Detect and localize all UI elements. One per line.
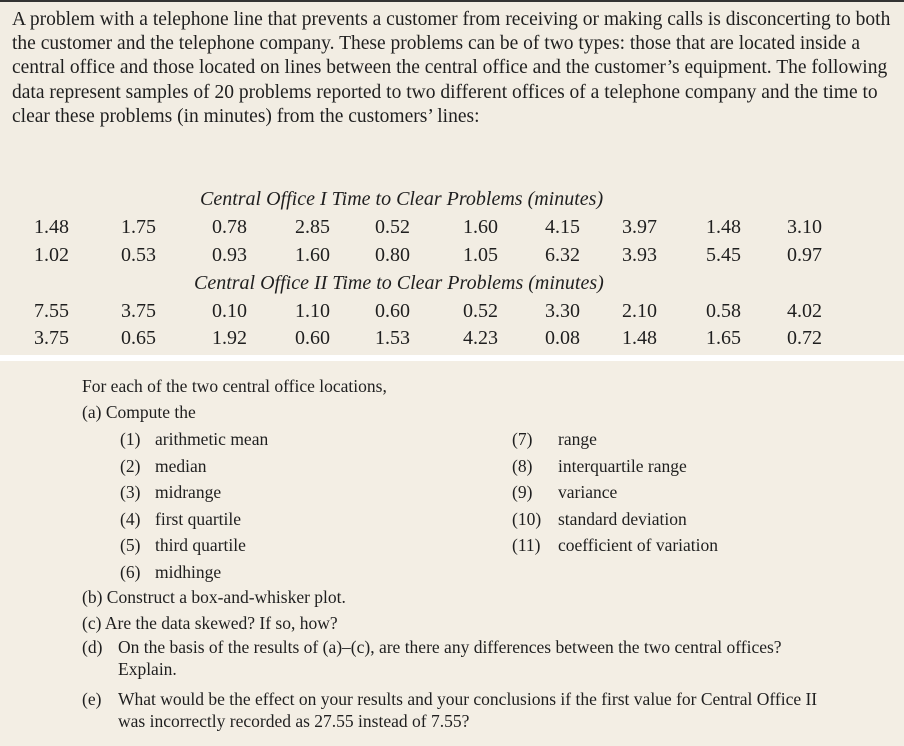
- list-item-number: (8): [512, 455, 533, 476]
- problem-statement-photo: [0, 0, 904, 355]
- table-cell: 3.75: [34, 327, 69, 349]
- list-item-text: range: [558, 429, 597, 449]
- question-e: [82, 689, 842, 732]
- question-a-text: Compute the: [105, 402, 196, 422]
- list-item-text: variance: [558, 482, 618, 502]
- list-item-text: midrange: [155, 482, 222, 502]
- table-cell: 7.55: [34, 300, 69, 322]
- table-cell: 1.02: [34, 244, 69, 266]
- table-cell: 0.65: [121, 327, 156, 349]
- question-a-label: (a): [82, 402, 102, 422]
- table-cell: 3.93: [622, 244, 657, 266]
- question-c-text: Are the data skewed? If so, how?: [104, 613, 338, 633]
- table-cell: 4.02: [787, 300, 822, 322]
- table-cell: 1.05: [463, 244, 498, 266]
- table-cell: 1.10: [295, 300, 330, 322]
- office2-row-2: [0, 327, 904, 353]
- office2-caption: Central Office II Time to Clear Problems (minutes): [194, 272, 604, 294]
- list-item-number: (11): [512, 535, 541, 555]
- question-b-text: Construct a box-and-whisker plot.: [106, 587, 346, 607]
- list-item-number: (7): [512, 429, 533, 449]
- table-cell: 1.48: [622, 327, 657, 349]
- list-item-number: (5): [120, 535, 141, 555]
- table-cell: 1.53: [375, 327, 410, 349]
- question-c-label: (c): [82, 613, 102, 633]
- table-cell: 0.60: [375, 300, 410, 322]
- table-cell: 0.52: [463, 300, 498, 322]
- questions-photo: [0, 361, 904, 746]
- table-cell: 0.52: [375, 216, 410, 238]
- table-cell: 0.72: [787, 327, 822, 349]
- table-cell: 0.78: [212, 216, 247, 238]
- list-item-text: median: [155, 455, 207, 476]
- table-cell: 0.58: [706, 300, 741, 322]
- list-item-text: first quartile: [155, 508, 242, 529]
- list-item-text: coefficient of variation: [558, 535, 719, 555]
- question-b: [82, 587, 346, 608]
- table-cell: 1.48: [706, 216, 741, 238]
- table-cell: 1.92: [212, 327, 247, 349]
- question-a: [82, 402, 196, 423]
- list-item-text: standard deviation: [558, 508, 687, 529]
- table-cell: 1.60: [463, 216, 498, 238]
- question-d-text: On the basis of the results of (a)–(c), are there any differences between the two central offices? Explain.: [118, 637, 782, 679]
- table-cell: 1.48: [34, 216, 69, 238]
- question-d-label: (d): [82, 637, 103, 657]
- table-cell: 3.75: [121, 300, 156, 322]
- list-item-text: third quartile: [155, 535, 246, 555]
- table-cell: 0.08: [545, 327, 580, 349]
- office1-row-1: [0, 216, 904, 242]
- table-cell: 0.10: [212, 300, 247, 322]
- table-cell: 1.60: [295, 244, 330, 266]
- office1-caption: Central Office I Time to Clear Problems (minutes): [200, 188, 604, 210]
- list-item-number: (2): [120, 455, 141, 476]
- list-item-number: (6): [120, 561, 141, 582]
- list-item-number: (3): [120, 482, 141, 502]
- table-cell: 1.65: [706, 327, 741, 349]
- list-item-number: (9): [512, 482, 533, 502]
- question-c: [82, 613, 338, 634]
- list-item-number: (10): [512, 508, 542, 529]
- table-cell: 5.45: [706, 244, 741, 266]
- table-cell: 1.75: [121, 216, 156, 238]
- table-cell: 0.93: [212, 244, 247, 266]
- question-b-label: (b): [82, 587, 103, 607]
- list-item-text: interquartile range: [558, 455, 687, 476]
- table-cell: 3.30: [545, 300, 580, 322]
- intro-paragraph: A problem with a telephone line that prevents a customer from receiving or making calls is disconcerting to both the customer and the telephone company. These problems can be of two types: those that are located inside a central office and those located on lines between the central office and the customer’s equipment. The following data represent samples of 20 problems reported to two different offices of a telephone company and the time to clear these problems (in minutes) from the customers’ lines:: [12, 9, 891, 127]
- table-cell: 4.15: [545, 216, 580, 238]
- questions-lead: For each of the two central office locations,: [82, 376, 387, 396]
- office1-row-2: [0, 244, 904, 270]
- office2-row-1: [0, 300, 904, 326]
- list-item-number: (4): [120, 508, 141, 529]
- question-e-label: (e): [82, 689, 102, 709]
- table-cell: 3.10: [787, 216, 822, 238]
- table-cell: 4.23: [463, 327, 498, 349]
- table-cell: 3.97: [622, 216, 657, 238]
- question-d: [82, 637, 842, 680]
- table-cell: 2.10: [622, 300, 657, 322]
- list-item-text: midhinge: [155, 561, 222, 582]
- question-e-text: What would be the effect on your results and your conclusions if the first value for Central Office II was incorrectly recorded as 27.55 instead of 7.55?: [118, 689, 818, 731]
- table-cell: 0.53: [121, 244, 156, 266]
- list-item-number: (1): [120, 429, 141, 449]
- list-item-text: arithmetic mean: [155, 429, 269, 449]
- table-cell: 0.97: [787, 244, 822, 266]
- table-cell: 0.60: [295, 327, 330, 349]
- table-cell: 2.85: [295, 216, 330, 238]
- table-cell: 6.32: [545, 244, 580, 266]
- table-cell: 0.80: [375, 244, 410, 266]
